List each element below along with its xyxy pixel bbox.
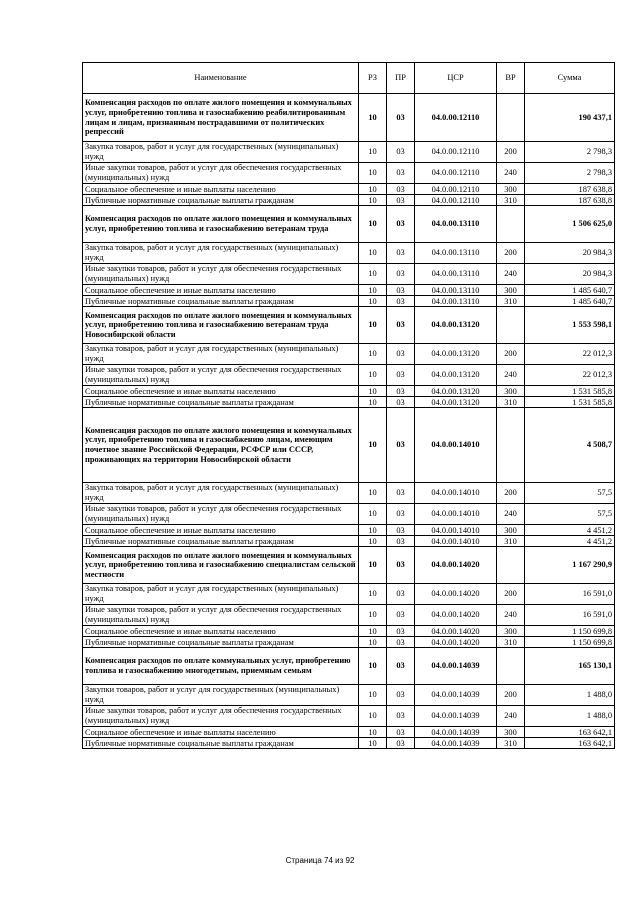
cell-sum: 4 508,7 [525,408,615,483]
cell-sum: 190 437,1 [525,94,615,142]
cell-pr: 03 [387,685,415,706]
cell-vr: 310 [497,637,525,648]
table-row [83,94,615,142]
header-sum: Сумма [525,63,615,94]
header-name: Наименование [83,63,359,94]
cell-pr: 03 [387,365,415,386]
cell-rz: 10 [359,685,387,706]
cell-sum: 57,5 [525,504,615,525]
table-row [83,344,615,365]
cell-csr: 04.0.00.13110 [415,243,497,264]
cell-name: Иные закупки товаров, работ и услуг для обеспечения государственных (муниципальных) нужд [83,706,359,727]
cell-rz: 10 [359,142,387,163]
cell-vr [497,408,525,483]
cell-name: Иные закупки товаров, работ и услуг для обеспечения государственных (муниципальных) нужд [83,504,359,525]
cell-pr: 03 [387,344,415,365]
cell-vr: 300 [497,285,525,296]
cell-name: Публичные нормативные социальные выплаты гражданам [83,738,359,749]
table-row [83,195,615,206]
cell-pr: 03 [387,536,415,547]
table-body [83,94,615,749]
table-row [83,738,615,749]
cell-csr: 04.0.00.13120 [415,307,497,344]
cell-vr: 310 [497,296,525,307]
cell-name: Публичные нормативные социальные выплаты гражданам [83,397,359,408]
cell-name: Закупка товаров, работ и услуг для государственных (муниципальных) нужд [83,142,359,163]
cell-rz: 10 [359,408,387,483]
cell-csr: 04.0.00.14039 [415,648,497,685]
cell-rz: 10 [359,243,387,264]
cell-rz: 10 [359,648,387,685]
cell-vr: 200 [497,584,525,605]
cell-sum: 20 984,3 [525,243,615,264]
cell-csr: 04.0.00.13120 [415,344,497,365]
cell-rz: 10 [359,163,387,184]
cell-rz: 10 [359,483,387,504]
cell-sum: 22 012,3 [525,344,615,365]
cell-rz: 10 [359,296,387,307]
cell-csr: 04.0.00.13110 [415,206,497,243]
cell-rz: 10 [359,365,387,386]
cell-pr: 03 [387,206,415,243]
cell-name: Публичные нормативные социальные выплаты гражданам [83,536,359,547]
cell-pr: 03 [387,605,415,626]
table-row [83,142,615,163]
cell-pr: 03 [387,637,415,648]
cell-vr: 310 [497,536,525,547]
cell-vr: 200 [497,685,525,706]
cell-pr: 03 [387,243,415,264]
cell-vr: 240 [497,706,525,727]
cell-rz: 10 [359,547,387,584]
cell-sum: 1 506 625,0 [525,206,615,243]
cell-vr: 310 [497,738,525,749]
cell-vr [497,648,525,685]
cell-vr: 300 [497,525,525,536]
cell-name: Компенсация расходов по оплате жилого помещения и коммунальных услуг, приобретению топлива и газоснабжению специалистам сельской местности [83,547,359,584]
cell-sum: 1 553 598,1 [525,307,615,344]
cell-rz: 10 [359,584,387,605]
table-row [83,206,615,243]
cell-csr: 04.0.00.14039 [415,727,497,738]
cell-sum: 4 451,2 [525,525,615,536]
cell-rz: 10 [359,195,387,206]
cell-vr: 310 [497,397,525,408]
cell-name: Иные закупки товаров, работ и услуг для обеспечения государственных (муниципальных) нужд [83,163,359,184]
cell-name: Социальное обеспечение и иные выплаты населению [83,525,359,536]
cell-csr: 04.0.00.13120 [415,397,497,408]
cell-sum: 1 531 585,8 [525,397,615,408]
cell-name: Социальное обеспечение и иные выплаты населению [83,184,359,195]
cell-sum: 1 150 699,8 [525,626,615,637]
table-row [83,163,615,184]
cell-vr [497,307,525,344]
cell-vr: 300 [497,727,525,738]
cell-rz: 10 [359,94,387,142]
cell-vr: 200 [497,243,525,264]
cell-rz: 10 [359,738,387,749]
table-row [83,685,615,706]
cell-csr: 04.0.00.14039 [415,738,497,749]
cell-name: Публичные нормативные социальные выплаты гражданам [83,195,359,206]
cell-pr: 03 [387,397,415,408]
cell-csr: 04.0.00.12110 [415,184,497,195]
cell-rz: 10 [359,397,387,408]
cell-rz: 10 [359,206,387,243]
cell-rz: 10 [359,285,387,296]
table-row [83,504,615,525]
cell-pr: 03 [387,648,415,685]
table-row [83,285,615,296]
cell-name: Закупка товаров, работ и услуг для государственных (муниципальных) нужд [83,243,359,264]
cell-rz: 10 [359,344,387,365]
cell-rz: 10 [359,727,387,738]
cell-rz: 10 [359,386,387,397]
cell-vr: 200 [497,344,525,365]
cell-sum: 57,5 [525,483,615,504]
cell-csr: 04.0.00.12110 [415,142,497,163]
header-csr: ЦСР [415,63,497,94]
cell-sum: 1 167 290,9 [525,547,615,584]
cell-sum: 20 984,3 [525,264,615,285]
cell-sum: 1 150 699,8 [525,637,615,648]
cell-rz: 10 [359,637,387,648]
cell-pr: 03 [387,525,415,536]
cell-csr: 04.0.00.13120 [415,386,497,397]
cell-sum: 2 798,3 [525,142,615,163]
cell-pr: 03 [387,307,415,344]
cell-vr: 240 [497,163,525,184]
cell-pr: 03 [387,163,415,184]
table-row [83,184,615,195]
table-row [83,727,615,738]
table-row [83,525,615,536]
cell-csr: 04.0.00.14010 [415,504,497,525]
cell-name: Закупка товаров, работ и услуг для государственных (муниципальных) нужд [83,344,359,365]
cell-csr: 04.0.00.14010 [415,408,497,483]
cell-vr: 310 [497,195,525,206]
cell-name: Закупка товаров, работ и услуг для государственных (муниципальных) нужд [83,584,359,605]
cell-pr: 03 [387,738,415,749]
cell-vr: 240 [497,365,525,386]
table-row [83,605,615,626]
cell-csr: 04.0.00.14020 [415,547,497,584]
table-row [83,637,615,648]
table-header-row [83,63,615,94]
cell-csr: 04.0.00.14010 [415,483,497,504]
cell-csr: 04.0.00.12110 [415,195,497,206]
table-row [83,547,615,584]
cell-pr: 03 [387,504,415,525]
cell-sum: 1 485 640,7 [525,296,615,307]
cell-rz: 10 [359,536,387,547]
cell-sum: 1 488,0 [525,685,615,706]
cell-csr: 04.0.00.14020 [415,637,497,648]
cell-name: Публичные нормативные социальные выплаты гражданам [83,296,359,307]
cell-sum: 163 642,1 [525,727,615,738]
cell-rz: 10 [359,184,387,195]
cell-sum: 1 485 640,7 [525,285,615,296]
header-rz: РЗ [359,63,387,94]
cell-pr: 03 [387,94,415,142]
cell-vr: 300 [497,184,525,195]
table-row [83,584,615,605]
cell-vr: 300 [497,386,525,397]
cell-name: Компенсация расходов по оплате жилого помещения и коммунальных услуг, приобретению топлива и газоснабжению лицам, имеющим почетное звание Российской Федерации, РСФСР или СССР, проживающих на территории Новосибирской области [83,408,359,483]
cell-sum: 16 591,0 [525,584,615,605]
table-row [83,386,615,397]
table-row [83,483,615,504]
table-row [83,397,615,408]
cell-pr: 03 [387,285,415,296]
cell-csr: 04.0.00.14039 [415,706,497,727]
table-row [83,365,615,386]
cell-sum: 163 642,1 [525,738,615,749]
cell-pr: 03 [387,184,415,195]
table-row [83,626,615,637]
cell-name: Социальное обеспечение и иные выплаты населению [83,626,359,637]
cell-csr: 04.0.00.14010 [415,536,497,547]
cell-vr [497,94,525,142]
cell-vr: 300 [497,626,525,637]
cell-sum: 187 638,8 [525,195,615,206]
header-pr: ПР [387,63,415,94]
cell-rz: 10 [359,626,387,637]
page-number: Страница 74 из 92 [285,856,355,865]
cell-pr: 03 [387,195,415,206]
cell-pr: 03 [387,296,415,307]
cell-sum: 4 451,2 [525,536,615,547]
table-row [83,264,615,285]
cell-pr: 03 [387,408,415,483]
cell-pr: 03 [387,727,415,738]
cell-csr: 04.0.00.13110 [415,296,497,307]
table-row [83,243,615,264]
cell-vr: 200 [497,142,525,163]
cell-pr: 03 [387,142,415,163]
cell-name: Закупки товаров, работ и услуг для государственных (муниципальных) нужд [83,685,359,706]
cell-sum: 22 012,3 [525,365,615,386]
cell-pr: 03 [387,386,415,397]
cell-rz: 10 [359,504,387,525]
cell-vr: 240 [497,504,525,525]
cell-name: Компенсация расходов по оплате коммунальных услуг, приобретению топлива и газоснабжению многодетным, приемным семьям [83,648,359,685]
cell-name: Компенсация расходов по оплате жилого помещения и коммунальных услуг, приобретению топлива и газоснабжению ветеранам труда [83,206,359,243]
cell-pr: 03 [387,706,415,727]
cell-csr: 04.0.00.14020 [415,626,497,637]
cell-sum: 187 638,8 [525,184,615,195]
cell-sum: 2 798,3 [525,163,615,184]
cell-rz: 10 [359,525,387,536]
table-row [83,408,615,483]
cell-pr: 03 [387,264,415,285]
cell-csr: 04.0.00.13110 [415,285,497,296]
table-row [83,296,615,307]
cell-pr: 03 [387,547,415,584]
cell-vr: 200 [497,483,525,504]
table-row [83,706,615,727]
cell-vr [497,547,525,584]
cell-name: Закупка товаров, работ и услуг для государственных (муниципальных) нужд [83,483,359,504]
table-row [83,536,615,547]
table-row [83,307,615,344]
cell-csr: 04.0.00.12110 [415,163,497,184]
cell-sum: 165 130,1 [525,648,615,685]
cell-name: Компенсация расходов по оплате жилого помещения и коммунальных услуг, приобретению топлива и газоснабжению ветеранам труда Новосибирской области [83,307,359,344]
cell-pr: 03 [387,584,415,605]
cell-name: Социальное обеспечение и иные выплаты населению [83,727,359,738]
header-vr: ВР [497,63,525,94]
table-row [83,648,615,685]
cell-pr: 03 [387,483,415,504]
cell-name: Иные закупки товаров, работ и услуг для обеспечения государственных (муниципальных) нужд [83,264,359,285]
cell-sum: 1 531 585,8 [525,386,615,397]
cell-name: Публичные нормативные социальные выплаты гражданам [83,637,359,648]
cell-csr: 04.0.00.14020 [415,605,497,626]
cell-name: Социальное обеспечение и иные выплаты населению [83,285,359,296]
cell-vr: 240 [497,605,525,626]
cell-name: Иные закупки товаров, работ и услуг для обеспечения государственных (муниципальных) нужд [83,365,359,386]
cell-rz: 10 [359,307,387,344]
cell-vr: 240 [497,264,525,285]
cell-name: Социальное обеспечение и иные выплаты населению [83,386,359,397]
cell-csr: 04.0.00.14039 [415,685,497,706]
budget-table [82,62,615,749]
cell-rz: 10 [359,605,387,626]
cell-csr: 04.0.00.14020 [415,584,497,605]
cell-csr: 04.0.00.13110 [415,264,497,285]
cell-vr [497,206,525,243]
cell-pr: 03 [387,626,415,637]
cell-sum: 1 488,0 [525,706,615,727]
cell-name: Компенсация расходов по оплате жилого помещения и коммунальных услуг, приобретению топлива и газоснабжению реабилитированным лицам и лицам, признанным пострадавшими от политических репрессий [83,94,359,142]
cell-sum: 16 591,0 [525,605,615,626]
cell-rz: 10 [359,706,387,727]
cell-csr: 04.0.00.13120 [415,365,497,386]
cell-csr: 04.0.00.12110 [415,94,497,142]
cell-csr: 04.0.00.14010 [415,525,497,536]
cell-name: Иные закупки товаров, работ и услуг для обеспечения государственных (муниципальных) нужд [83,605,359,626]
cell-rz: 10 [359,264,387,285]
